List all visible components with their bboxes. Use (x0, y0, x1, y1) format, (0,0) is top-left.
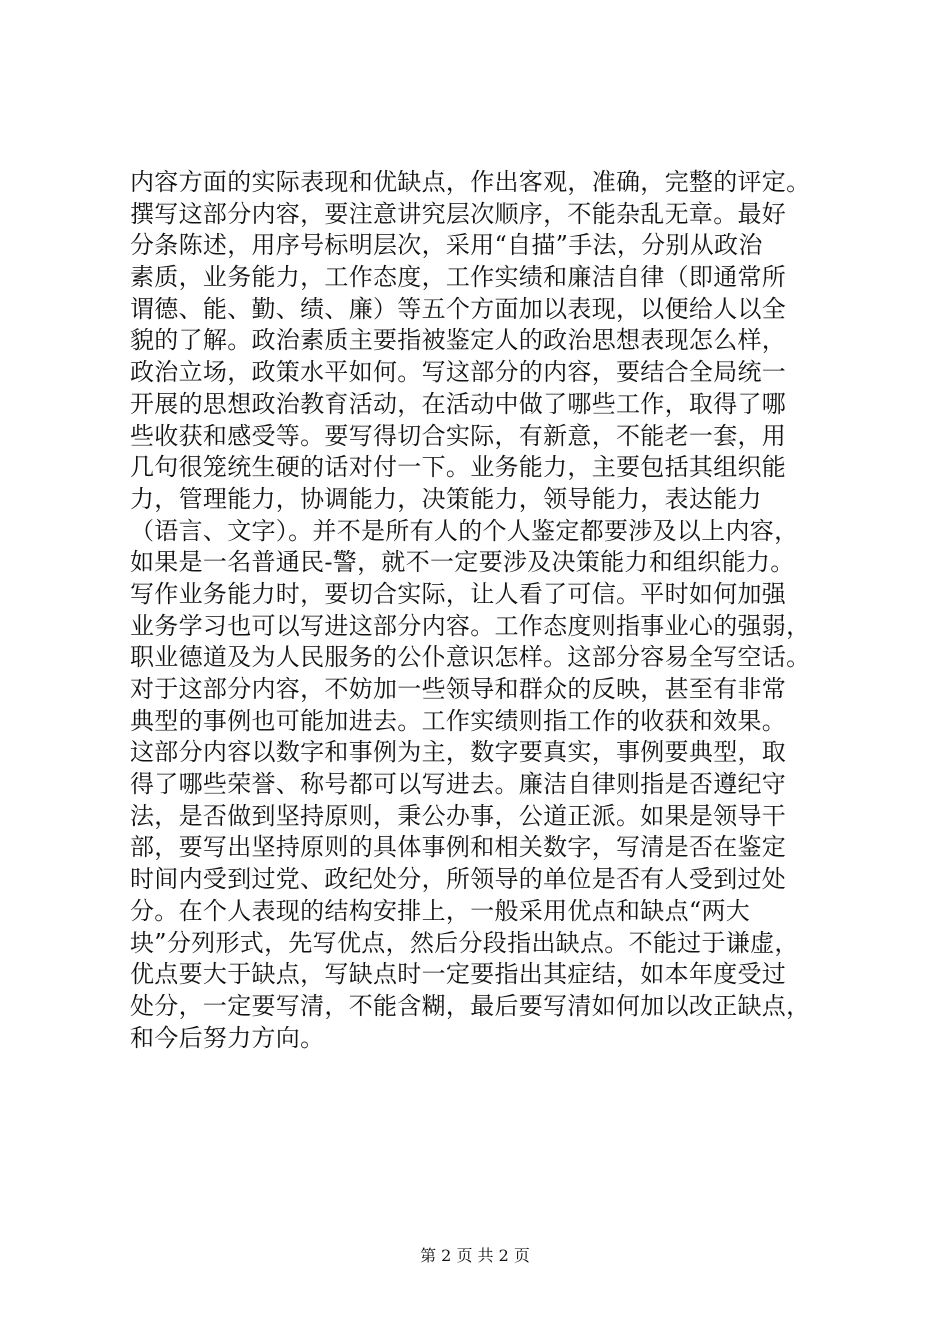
text-line: 内容方面的实际表现和优缺点，作出客观，准确，完整的评定。 (130, 168, 811, 196)
text-line: 块”分列形式，先写优点，然后分段指出缺点。不能过于谦虚， (130, 928, 799, 957)
text-line: 撰写这部分内容，要注意讲究层次顺序，不能杂乱无章。最好 (130, 199, 787, 228)
text-line: 处分，一定要写清，不能含糊，最后要写清如何加以改正缺点， (130, 991, 811, 1020)
page-footer (0, 1244, 950, 1268)
text-line: 职业德道及为人民服务的公仆意识怎样。这部分容易全写空话。 (130, 643, 811, 672)
text-line: 部，要写出坚持原则的具体事例和相关数字，写清是否在鉴定 (130, 833, 787, 862)
text-line: 些收获和感受等。要写得切合实际，有新意，不能老一套，用 (130, 421, 787, 450)
text-line: 分条陈述，用序号标明层次，采用“自描”手法，分别从政治 (130, 231, 763, 260)
text-line: 对于这部分内容，不妨加一些领导和群众的反映，甚至有非常 (130, 675, 787, 703)
text-line: 写作业务能力时，要切合实际，让人看了可信。平时如何加强 (130, 579, 787, 608)
text-line: 法，是否做到坚持原则，秉公办事，公道正派。如果是领导干 (130, 801, 787, 830)
text-line: 力，管理能力，协调能力，决策能力，领导能力，表达能力 (130, 484, 762, 513)
document-body (130, 167, 860, 1054)
text-line: 几句很笼统生硬的话对付一下。业务能力，主要包括其组织能 (130, 453, 787, 482)
text-line: 典型的事例也可能加进去。工作实绩则指工作的收获和效果。 (130, 706, 787, 735)
text-line: 优点要大于缺点，写缺点时一定要指出其症结，如本年度受过 (130, 960, 787, 989)
text-line: 貌的了解。政治素质主要指被鉴定人的政治思想表现怎么样， (130, 326, 787, 355)
text-line: 和今后努力方向。 (130, 1023, 325, 1052)
text-line: 这部分内容以数字和事例为主，数字要真实，事例要典型，取 (130, 738, 787, 767)
page-number-label: 第 2 页 共 2 页 (420, 1246, 530, 1265)
text-line: 业务学习也可以写进这部分内容。工作态度则指事业心的强弱， (130, 611, 811, 640)
text-line: 素质，业务能力，工作态度，工作实绩和廉洁自律（即通常所 (130, 263, 787, 292)
text-line: 谓德、能、勤、绩、廉）等五个方面加以表现，以便给人以全 (130, 294, 787, 323)
text-line: （语言、文字）。并不是所有人的个人鉴定都要涉及以上内容， (130, 516, 799, 545)
text-line: 政治立场，政策水平如何。写这部分的内容，要结合全局统一 (130, 358, 787, 387)
text-line: 得了哪些荣誉、称号都可以写进去。廉洁自律则指是否遵纪守 (130, 770, 787, 799)
text-line: 如果是一名普通民-警，就不一定要涉及决策能力和组织能力。 (130, 548, 795, 577)
text-line: 分。在个人表现的结构安排上，一般采用优点和缺点“两大 (130, 896, 751, 925)
text-line: 开展的思想政治教育活动，在活动中做了哪些工作，取得了哪 (130, 389, 787, 418)
text-line: 时间内受到过党、政纪处分，所领导的单位是否有人受到过处 (130, 865, 787, 894)
